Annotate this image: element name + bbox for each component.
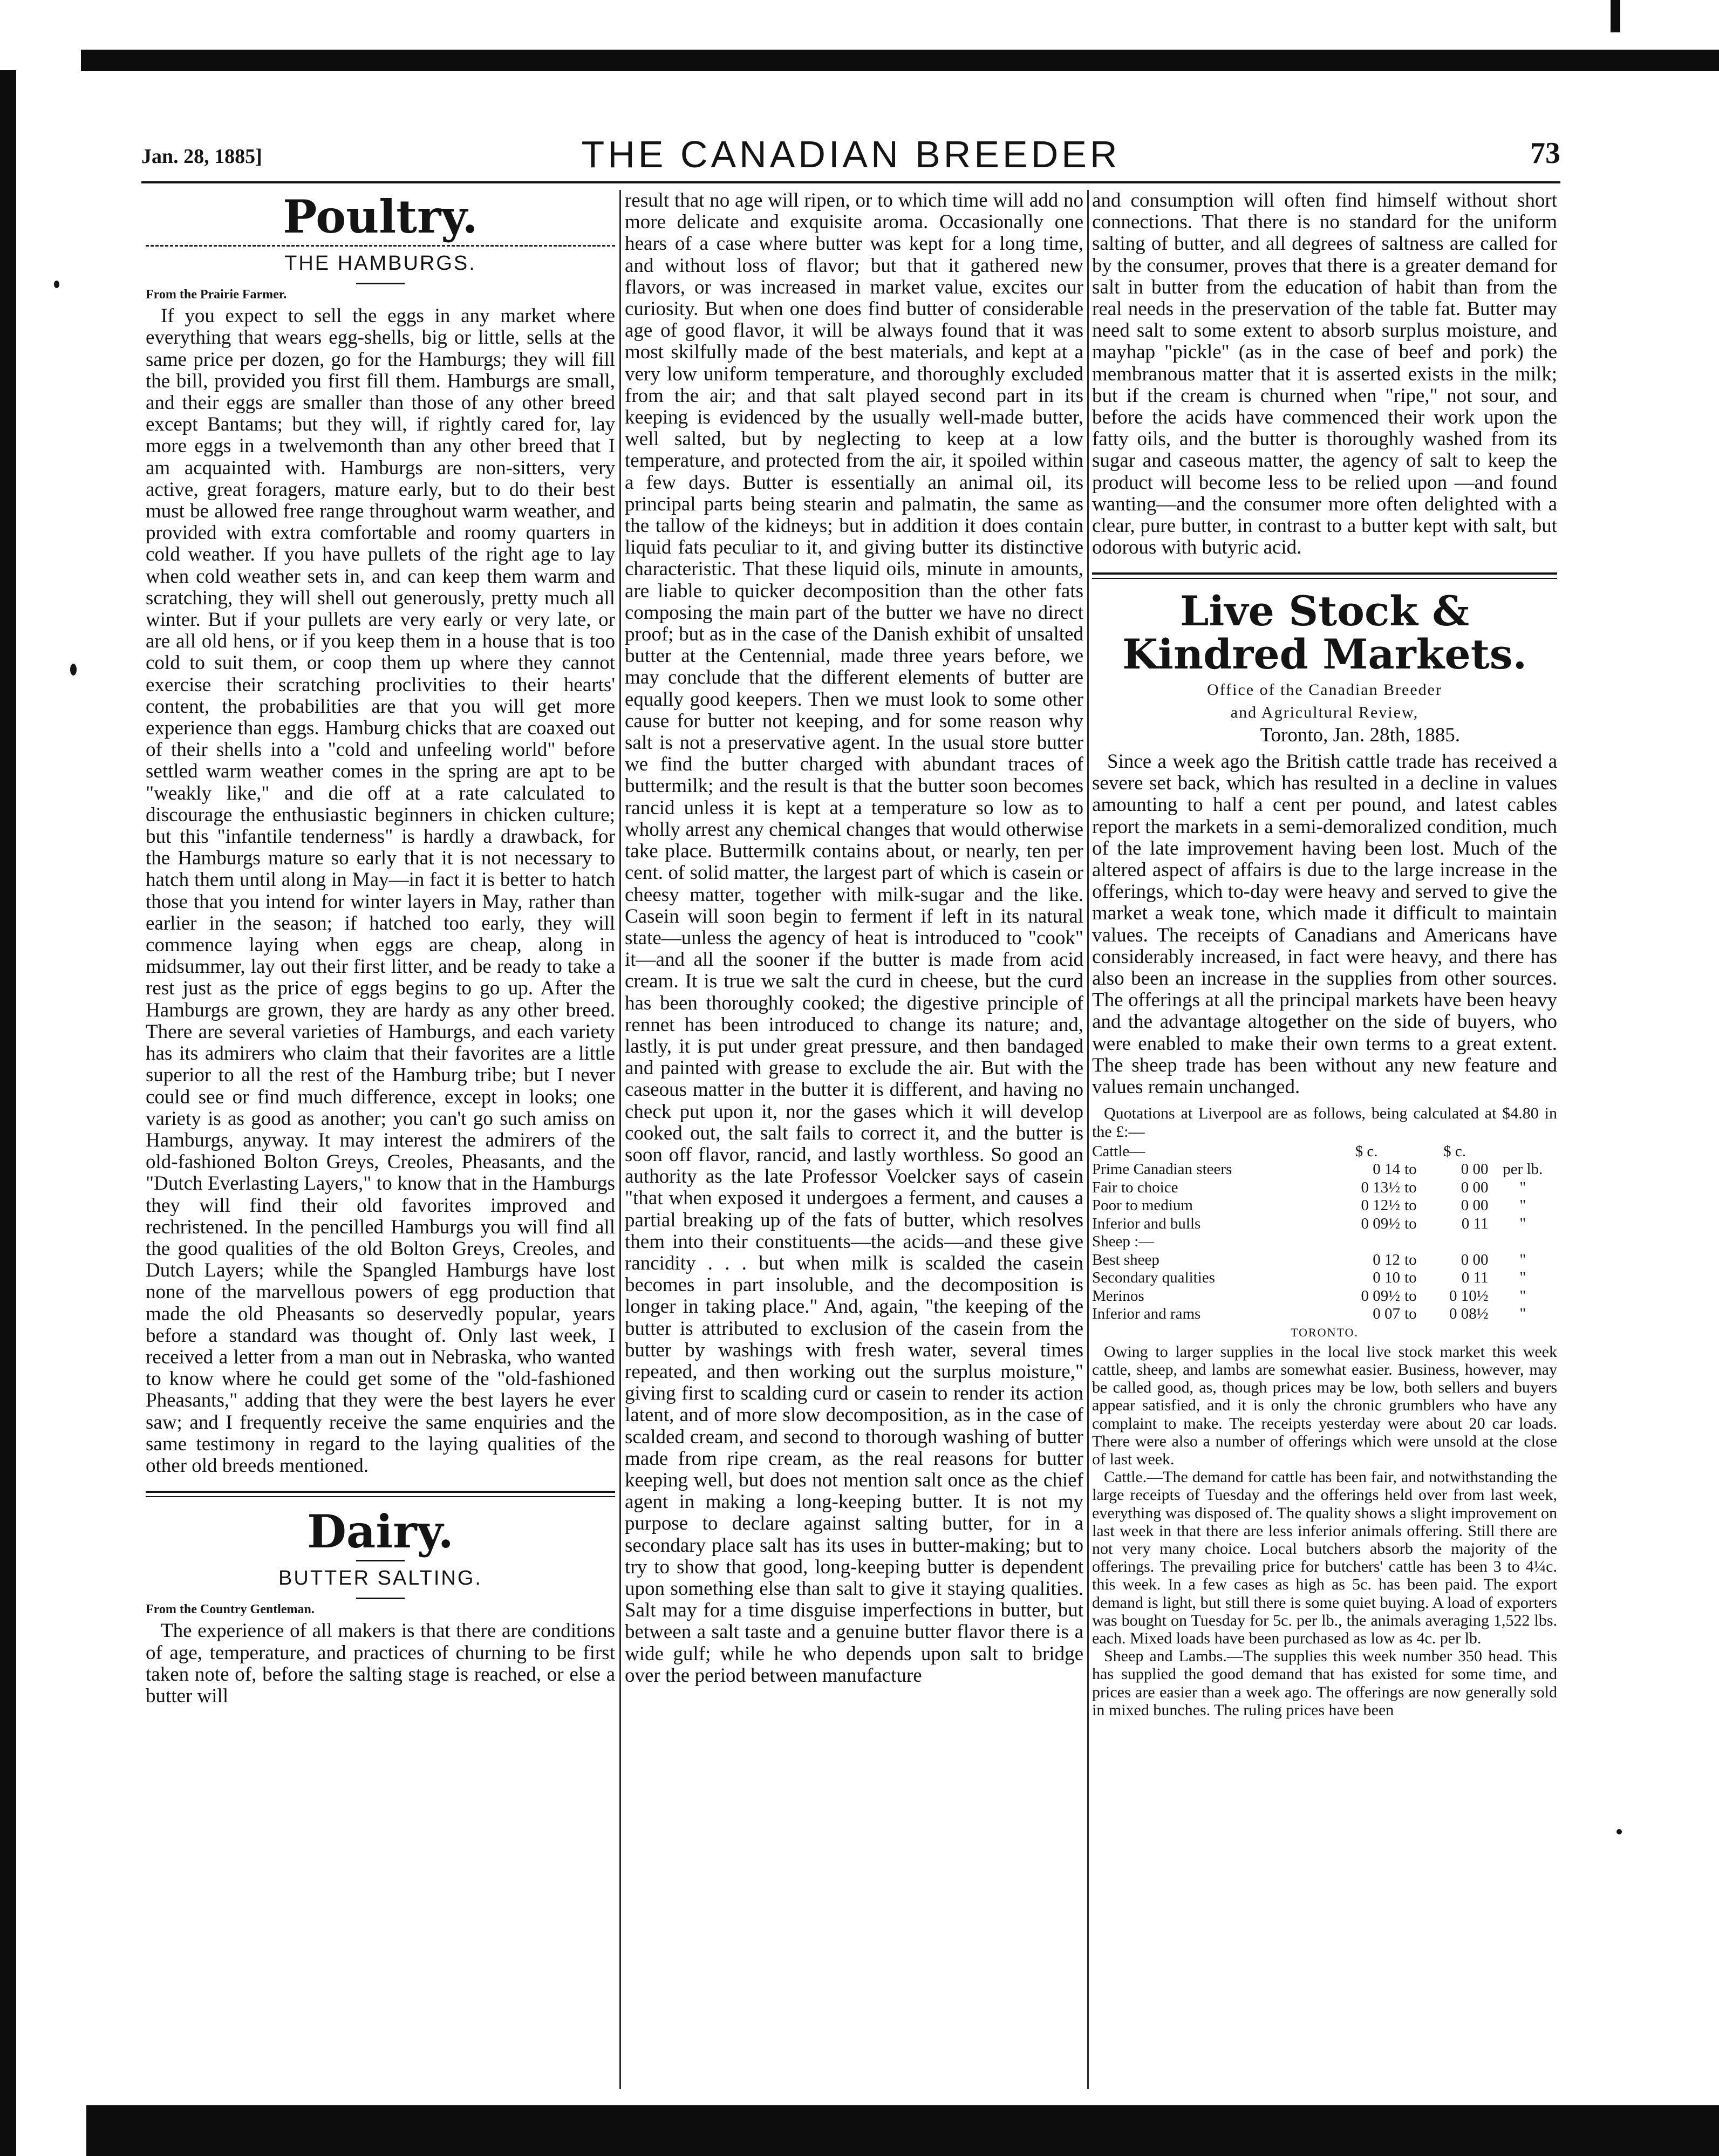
quote-low-price: 0 14 xyxy=(1373,1161,1400,1178)
column-header: $ c. xyxy=(1355,1142,1378,1160)
column-divider xyxy=(619,190,621,2089)
quote-low-price: 0 09½ xyxy=(1361,1287,1400,1305)
toronto-heading: TORONTO. xyxy=(1291,1325,1359,1339)
quote-low-price: 0 12½ xyxy=(1361,1197,1400,1215)
dairy-article-text-part1: The experience of all makers is that there are conditions of age, temperature, and practices of churning to be first taken note of, before the salting stage is reached, or else a butter will xyxy=(146,1620,615,1707)
sheep-lambs-report-text: Sheep and Lambs.—The supplies this week number 350 head. This has supplied the good demand that has existed for some time, and prices are easier than a week ago. The offerings are now generally sold in mixed bunches. The ruling prices have been xyxy=(1092,1647,1557,1719)
title-rule xyxy=(356,1560,405,1561)
office-line-1: Office of the Canadian Breeder xyxy=(1207,681,1442,699)
office-dateline: Toronto, Jan. 28th, 1885. xyxy=(1260,724,1460,747)
column-divider xyxy=(1087,190,1089,2089)
quote-label: Inferior and bulls xyxy=(1092,1215,1201,1232)
quote-unit: per lb. xyxy=(1503,1161,1543,1178)
dairy-article-text-part2: result that no age will ripen, or to which time will add no more delicate and exquisite aroma. Occasionally one hears of a case where butter was kept for a long time, and without loss of flavor; but that it gathered new flavors, or was increased in market value, excites our curiosity. But when one does find butter of considerable age of good flavor, it will be always found that it was most skilfully made of the best materials, and kept at a very low uniform temperature, and thoroughly excluded from the air; and that salt played second part in its keeping is evidenced by the usually well-made butter, well salted, but by neglecting to keep at a low temperature, and protected from the air, it spoiled within a few days. Butter is essentially an animal oil, its principal parts being stearin and palmatin, the same as the tallow of the kidneys; but in addition it does contain liquid fats peculiar to it, and giving butter its distinctive characteristic. That these liquid oils, minute in amounts, are liable to quicker decomposition than the other fats composing the main part of the butter we have no direct proof; but as in the case of the Danish exhibit of unsalted butter at the Centennial, made three years before, we may conclude that the different elements of butter are equally good keepers. Then we must look to some other cause for butter not keeping, and for some reason why salt is not a preservative agent. In the usual store butter we find the butter charged with abundant traces of buttermilk; and the result is that the butter soon becomes rancid unless it is kept at a temperature so low as to wholly arrest any chemical changes that would otherwise take place. Buttermilk contains about, or nearly, ten per cent. of solid matter, the largest part of which is casein or cheesy matter, together with milk-sugar and the like. Casein will soon begin to ferment if left in its natural state—unless the agency of heat is introduced to "cook" it—and all the sooner if the butter is made from acid cream. It is true we salt the curd in cheese, but the curd has been thoroughly cooked; the digestive principle of rennet has been introduced to change its nature; and, lastly, it is put under great pressure, and then bandaged and painted with grease to exclude the air. But with the caseous matter in the butter it is different, and having no check put upon it, nor the gases which it will develop cooked out, the salt fails to correct it, and the butter is soon off flavor, rancid, and lastly worthless. So good an authority as the late Professor Voelcker says of casein "that when exposed it undergoes a ferment, and causes a partial breaking up of the fats of butter, which resolves them into their constituents—the acids—and these give rancidity . . . but when milk is scalded the casein becomes in part insoluble, and the decomposition is longer in taking place." And, again, "the keeping of the butter is attributed to exclusion of the casein from the butter by washings with fresh water, several times repeated, and then working out the surplus moisture," giving first to scalding curd or casein to render its action latent, and of more slow decomposition, as in the case of scalded cream, and second to thorough washing of butter made from ripe cream, as the real reasons for butter keeping well, but does not mention salt once as the chief agent in making a long-keeping butter. It is not my purpose to declare against salting butter, for in a secondary place salt has its uses in butter-making; but to try to show that good, long-keeping butter is dependent upon something else than salt to give it staying qualities. Salt may for a time disguise imperfections in butter, but between a salt taste and a genuine butter flavor there is a wide gulf; while he who depends upon salt to bridge over the period between manufacture xyxy=(625,190,1083,1687)
quote-low-price: 0 09½ xyxy=(1361,1215,1400,1232)
poultry-source: From the Prairie Farmer. xyxy=(146,288,287,302)
issue-date: Jan. 28, 1885] xyxy=(141,145,262,168)
quote-to: to xyxy=(1404,1178,1417,1196)
quote-row xyxy=(1092,1215,1557,1233)
quote-to: to xyxy=(1404,1251,1417,1268)
quote-label: Prime Canadian steers xyxy=(1092,1161,1232,1178)
cattle-report-text: Cattle.—The demand for cattle has been fair, and notwithstanding the large receipts of Tuesday and the offerings held over from last week, everything was disposed of. The quality shows a slight improvement on last week in that there are less inferior animals offering. Still there are not very many choice. Local butchers absorb the majority of the offerings. The prevailing price for butchers' cattle has been 3 to 4¼c. this week. In a few cases as high as 5c. has been paid. The export demand is light, but still there is some quiet buying. A load of exporters was bought on Tuesday for 5c. per lb., the animals averaging 1,522 lbs. each. Mixed loads have been purchased as low as 4c. per lb. xyxy=(1092,1468,1557,1647)
scan-left-border xyxy=(0,70,16,2156)
toronto-report-text: Owing to larger supplies in the local live stock market this week cattle, sheep, and lambs are somewhat easier. Business, however, may be called good, as, though prices may be low, both sellers and buyers appear satisfied, and it is only the chronic grumblers who have any complaint to make. The receipts yesterday were about 20 car loads. There were also a number of offerings which were unsold at the close of last week. xyxy=(1092,1342,1557,1468)
quote-unit: " xyxy=(1519,1197,1526,1215)
page-number: 73 xyxy=(1530,137,1560,170)
column-2 xyxy=(625,190,1083,2089)
quote-unit: " xyxy=(1519,1251,1526,1268)
column-3 xyxy=(1092,190,1557,2089)
quote-row xyxy=(1092,1305,1557,1323)
quote-row xyxy=(1092,1251,1557,1270)
section-divider xyxy=(146,245,615,247)
masthead-title: THE CANADIAN BREEDER xyxy=(581,133,1121,175)
quote-unit: " xyxy=(1519,1305,1526,1323)
office-line-2: and Agricultural Review, xyxy=(1230,704,1419,722)
quote-to: to xyxy=(1404,1161,1417,1178)
page-header xyxy=(141,129,1560,173)
quote-high-price: 0 00 xyxy=(1461,1161,1489,1178)
quote-label: Poor to medium xyxy=(1092,1197,1193,1215)
ink-speck xyxy=(1616,1829,1622,1834)
quote-label: Merinos xyxy=(1092,1287,1144,1305)
poultry-article-title: THE HAMBURGS. xyxy=(284,252,476,275)
dairy-article-text-part3: and consumption will often find himself without short connections. That there is no standard for the uniform salting of butter, and all degrees of saltness are called for by the consumer, proves that there is a greater demand for salt in butter from the education of habit than from the real needs in the preservation of the table fat. Butter may need salt to some extent to absorb surplus moisture, and mayhap "pickle" (as in the case of beef and pork) the membranous matter that it is asserted exists in the milk; but if the cream is churned when "ripe," not sour, and before the acids have commenced their work upon the fatty oils, and the butter is thoroughly washed from its sugar and caseous matter, the agency of salt to keep the product will become less to be relied upon —and found wanting—and the consumer more often delighted with a clear, pure butter, in contrast to a butter kept with salt, but odorous with butyric acid. xyxy=(1092,190,1557,559)
column-header: $ c. xyxy=(1443,1142,1466,1160)
quote-high-price: 0 00 xyxy=(1461,1197,1489,1215)
quote-row xyxy=(1092,1179,1557,1197)
quote-low-price: 0 10 xyxy=(1373,1269,1400,1287)
quote-high-price: 0 00 xyxy=(1461,1178,1489,1196)
quote-to: to xyxy=(1404,1287,1417,1305)
markets-intro-text: Since a week ago the British cattle trade has received a severe set back, which has resulted in a decline in values amounting to half a cent per pound, and latest cables report the markets in a semi-demoralized condition, much of the late improvement having been lost. Much of the altered aspect of affairs is due to the large increase in the offerings, which to-day were heavy and served to give the market a weak tone, which made it difficult to maintain values. The receipts of Canadians and Americans have considerably increased, in fact were heavy, and there has also been an increase in the supplies from other sources. The offerings at all the principal markets have been heavy and the advantage altogether on the side of buyers, who were enabled to make their own terms to a great extent. The sheep trade has been without any new feature and values remain unchanged. xyxy=(1092,750,1557,1099)
sheep-quote-rows xyxy=(1092,1251,1557,1323)
quote-label: Secondary qualities xyxy=(1092,1269,1215,1287)
scan-corner-mark xyxy=(1611,0,1620,32)
quote-row xyxy=(1092,1161,1557,1179)
quote-low-price: 0 07 xyxy=(1373,1305,1400,1323)
quote-high-price: 0 08½ xyxy=(1449,1305,1489,1323)
markets-section-title: Live Stock & Kindred Markets. xyxy=(1122,587,1527,679)
section-divider xyxy=(146,1491,615,1497)
quote-unit: " xyxy=(1519,1178,1526,1196)
quote-high-price: 0 11 xyxy=(1461,1215,1489,1232)
quote-label: Fair to choice xyxy=(1092,1178,1178,1196)
quote-unit: " xyxy=(1519,1215,1526,1232)
quote-low-price: 0 13½ xyxy=(1361,1178,1400,1196)
quote-high-price: 0 00 xyxy=(1461,1251,1489,1268)
ink-speck xyxy=(70,664,77,676)
cattle-quote-rows xyxy=(1092,1161,1557,1233)
quote-label: Best sheep xyxy=(1092,1251,1159,1268)
quote-row xyxy=(1092,1269,1557,1287)
section-divider xyxy=(1092,572,1557,579)
quote-unit: " xyxy=(1519,1287,1526,1305)
quote-to: to xyxy=(1404,1197,1417,1215)
scan-top-border xyxy=(81,50,1719,71)
quote-low-price: 0 12 xyxy=(1373,1251,1400,1268)
dairy-source: From the Country Gentleman. xyxy=(146,1602,315,1617)
header-rule xyxy=(141,181,1560,183)
quotes-intro: Quotations at Liverpool are as follows, being calculated at $4.80 in the £:— xyxy=(1092,1104,1557,1141)
quote-high-price: 0 11 xyxy=(1461,1269,1489,1287)
dairy-article-title: BUTTER SALTING. xyxy=(278,1567,482,1590)
poultry-section-title: Poultry. xyxy=(283,190,478,243)
scan-top-edge xyxy=(0,0,1719,60)
title-rule xyxy=(356,1598,405,1599)
dairy-section-title: Dairy. xyxy=(307,1505,454,1559)
sheep-header-row xyxy=(1092,1233,1557,1251)
sheep-label: Sheep :— xyxy=(1092,1233,1155,1251)
quote-row xyxy=(1092,1287,1557,1306)
ink-speck xyxy=(54,281,59,288)
quote-unit: " xyxy=(1519,1269,1526,1287)
quote-label: Inferior and rams xyxy=(1092,1305,1201,1323)
quote-to: to xyxy=(1404,1305,1417,1323)
liverpool-quotes-table xyxy=(1092,1143,1557,1323)
poultry-article-text: If you expect to sell the eggs in any market where everything that wears egg-shells, big or little, sells at the same price per dozen, go for the Hamburgs; they will fill the bill, provided you first fill them. Hamburgs are small, and their eggs are smaller than those of any other breed except Bantams; but they will, if rightly cared for, lay more eggs in a twelvemonth than any other breed that I am acquainted with. Hamburgs are non-sitters, very active, great foragers, mature early, but to do their best must be allowed free range throughout warm weather, and provided with extra comfortable and roomy quarters in cold weather. If you have pullets of the right age to lay when cold weather sets in, and can keep them warm and scratching, they will shell out generously, pretty much all winter. But if your pullets are very early or very late, or are all old hens, or if you keep them in a house that is too cold to suit them, or coop them up where they cannot exercise their scratching proclivities to their hearts' content, the probabilities are that you will get more experience than eggs. Hamburg chicks that are coaxed out of their shells into a "cold and unfeeling world" before settled warm weather comes in the spring are apt to be "weakly like," and die off at a rate calculated to discourage the enthusiastic beginners in chicken culture; but this "infantile tenderness" is hardly a drawback, for the Hamburgs mature so early that it is not necessary to hatch them until along in May—in fact it is better to hatch those that you intend for winter layers in May, rather than earlier in the season; if hatched too early, they will commence laying when eggs are cheap, along in midsummer, lay out their first litter, and be ready to take a rest just as the price of eggs begins to go up. After the Hamburgs are grown, they are hardy as any other breed. There are several varieties of Hamburgs, and each variety has its admirers who claim that their favorites are a little superior to all the rest of the Hamburg tribe; but I never could see or find much difference, except in looks; one variety is as good as another; you can't go such amiss on Hamburgs, anyway. It may interest the admirers of the old-fashioned Bolton Greys, Creoles, Pheasants, and the "Dutch Everlasting Layers," to know that in the Hamburgs they will find their old favorites improved and rechristened. In the pencilled Hamburgs you will find all the good qualities of the old Bolton Greys, Creoles, and Dutch Layers; while the Spangled Hamburgs have lost none of the marvellous powers of egg production that made the old Pheasants so deservedly popular, years before a standard was thought of. Only last week, I received a letter from a man out in Nebraska, who wanted to know where he could get some of the "old-fashioned Pheasants," adding that they were the best layers he ever saw; and I frequently receive the same enquiries and the same testimony in regard to the laying qualities of the other old breeds mentioned. xyxy=(146,305,615,1477)
quote-row xyxy=(1092,1197,1557,1215)
quote-to: to xyxy=(1404,1269,1417,1287)
title-rule xyxy=(356,283,405,284)
quotes-header-row xyxy=(1092,1143,1557,1161)
quote-to: to xyxy=(1404,1215,1417,1232)
cattle-label: Cattle— xyxy=(1092,1142,1145,1160)
quote-high-price: 0 10½ xyxy=(1449,1287,1489,1305)
column-1 xyxy=(146,190,615,2089)
scan-bottom-border xyxy=(86,2105,1719,2156)
